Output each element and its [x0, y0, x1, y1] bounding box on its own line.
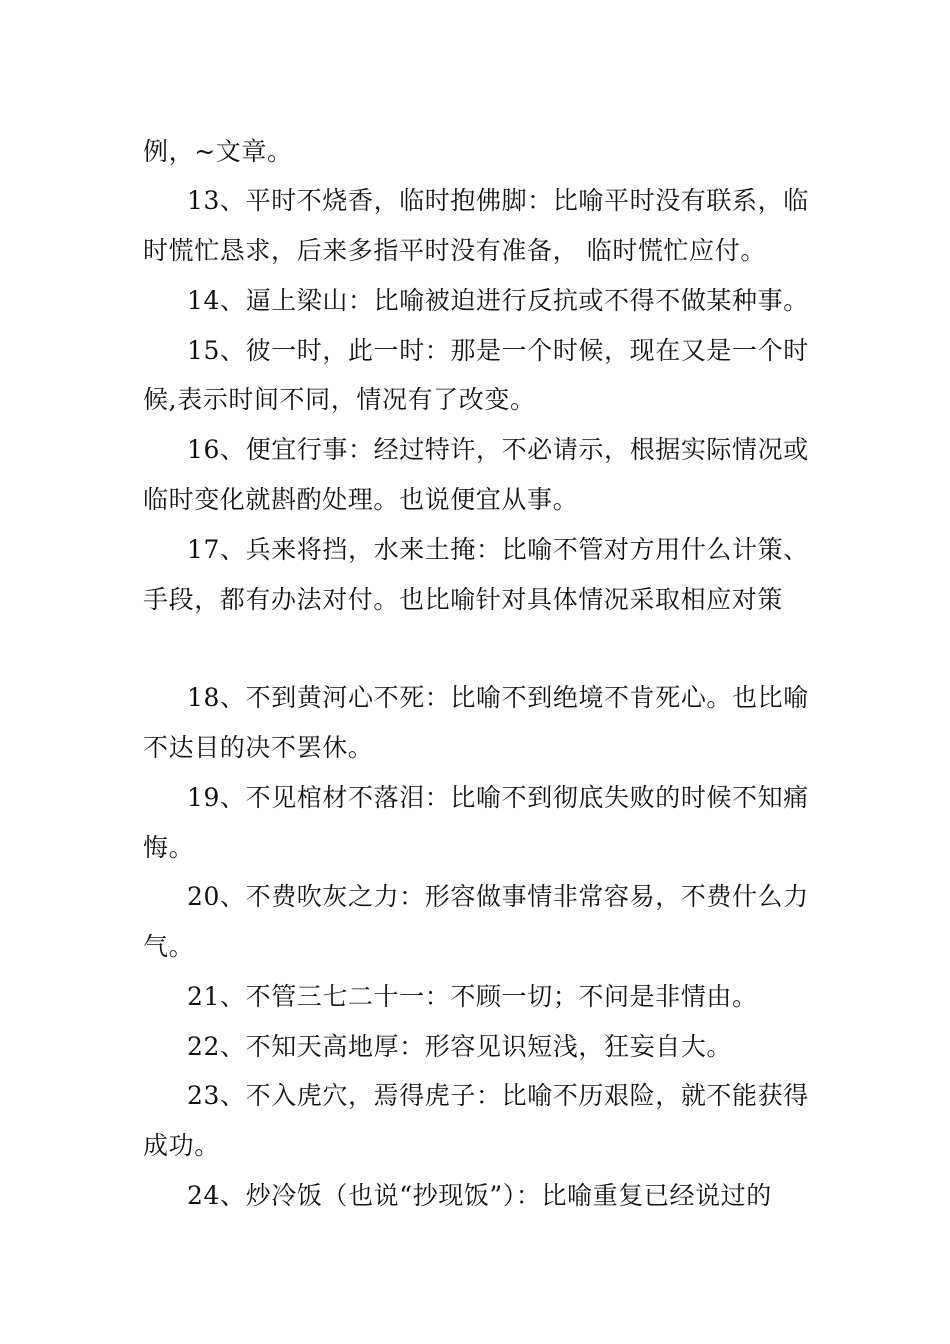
entry-18-line-1: 18、不到黄河心不死：比喻不到绝境不肯死心。也比喻: [187, 683, 809, 712]
entry-15-line-1: 15、彼一时，此一时：那是一个时候，现在又是一个时: [187, 336, 809, 365]
entry-17-line-2: 手段，都有办法对付。也比喻针对具体情况采取相应对策: [143, 585, 784, 614]
entry-13-line-2: 时慌忙恳求，后来多指平时没有准备， 临时慌忙应付。: [143, 236, 766, 265]
entry-22-line-1: 22、不知天高地厚：形容见识短浅，狂妄自大。: [187, 1032, 733, 1061]
text-line: 例，~文章。: [143, 137, 293, 166]
entry-13-line-1: 13、平时不烧香，临时抱佛脚：比喻平时没有联系，临: [187, 186, 809, 215]
entry-20-line-2: 气。: [143, 932, 195, 961]
entry-16-line-2: 临时变化就斟酌处理。也说便宜从事。: [143, 485, 579, 514]
entry-15-line-2: 候,表示时间不同，情况有了改变。: [143, 385, 536, 414]
entry-23-line-1: 23、不入虎穴，焉得虎子：比喻不历艰险，就不能获得: [187, 1081, 809, 1110]
entry-17-line-1: 17、兵来将挡，水来土掩：比喻不管对方用什么计策、: [187, 535, 809, 564]
entry-16-line-1: 16、便宜行事：经过特许，不必请示，根据实际情况或: [187, 435, 809, 464]
entry-21-line-1: 21、不管三七二十一：不顾一切；不问是非情由。: [187, 982, 758, 1011]
entry-23-line-2: 成功。: [143, 1131, 220, 1160]
entry-18-line-2: 不达目的决不罢休。: [143, 733, 374, 762]
entry-19-line-2: 悔。: [143, 833, 195, 862]
entry-20-line-1: 20、不费吹灰之力：形容做事情非常容易，不费什么力: [187, 882, 809, 911]
entry-14-line-1: 14、逼上梁山：比喻被迫进行反抗或不得不做某种事。: [187, 286, 809, 315]
entry-19-line-1: 19、不见棺材不落泪：比喻不到彻底失败的时候不知痛: [187, 783, 809, 812]
entry-24-line-1: 24、炒冷饭（也说“抄现饭”）：比喻重复已经说过的: [187, 1181, 772, 1210]
